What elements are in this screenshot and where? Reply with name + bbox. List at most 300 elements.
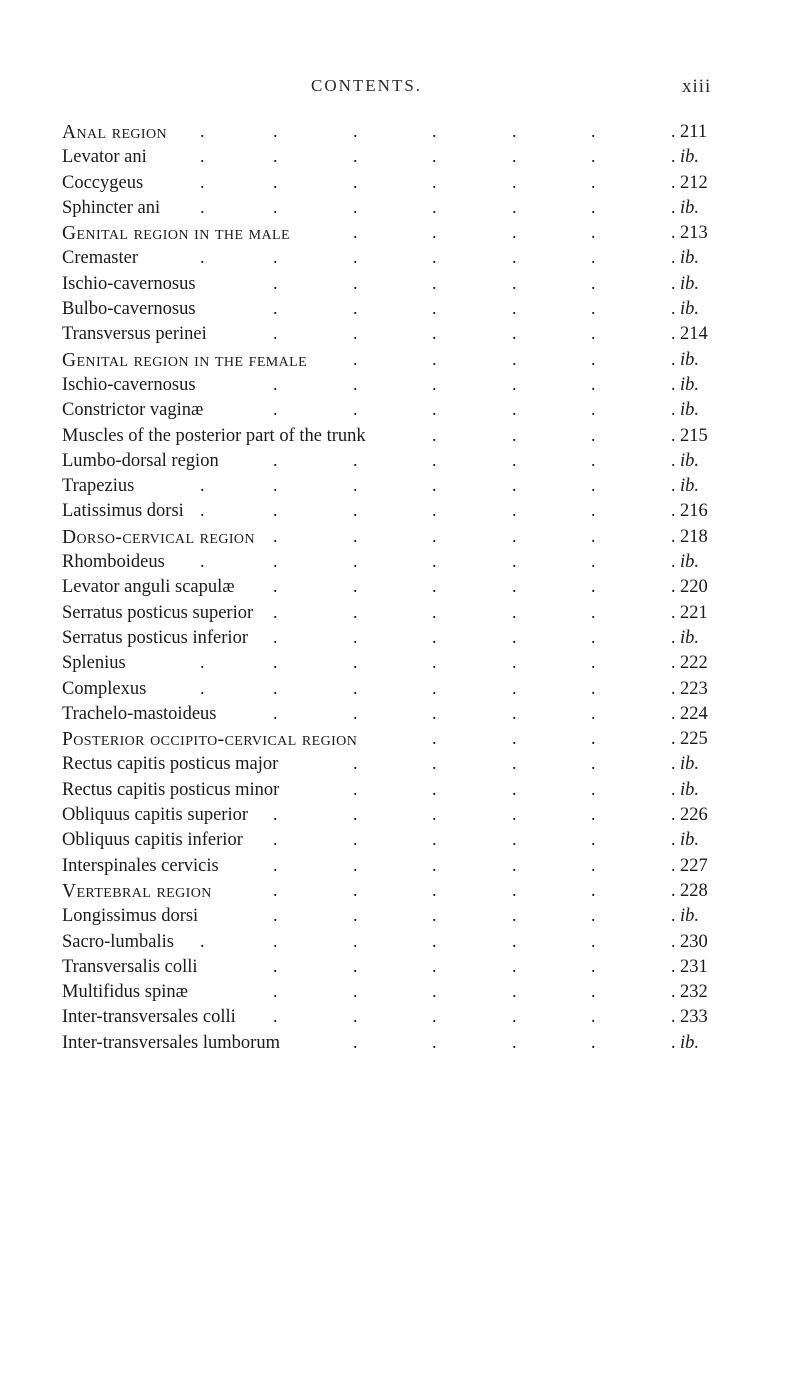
toc-entry-page: 214 (680, 324, 708, 345)
toc-entry-title: Lumbo-dorsal region (62, 450, 219, 471)
leader-dot: . (200, 652, 205, 673)
toc-entry-title: Coccygeus (62, 172, 144, 193)
leader-dot: . (432, 930, 437, 951)
toc-entry (0, 322, 800, 347)
toc-entry (0, 727, 800, 752)
leader-dot: . (512, 677, 517, 698)
toc-entry (0, 601, 800, 626)
leader-dot: . (512, 626, 517, 647)
toc-entry-title: Inter-transversales lumborum (62, 1032, 280, 1053)
leader-dot: . (671, 728, 676, 749)
toc-entry (0, 702, 800, 727)
leader-dot: . (200, 475, 205, 496)
leader-dot: . (512, 247, 517, 268)
leader-dot: . (200, 146, 205, 167)
leader-dot: . (512, 930, 517, 951)
leader-dot: . (512, 879, 517, 900)
toc-entry (0, 373, 800, 398)
leader-dot: . (671, 930, 676, 951)
leader-dot: . (353, 879, 358, 900)
leader-dot: . (512, 778, 517, 799)
toc-entry-page: ib. (680, 197, 700, 218)
leader-dot: . (432, 373, 437, 394)
toc-entry (0, 550, 800, 575)
leader-dot: . (671, 196, 676, 217)
toc-entry-title: Rectus capitis posticus minor (62, 779, 280, 800)
page-number: xiii (682, 76, 712, 97)
leader-dot: . (591, 652, 596, 673)
leader-dot: . (353, 702, 358, 723)
leader-dot: . (200, 500, 205, 521)
leader-dot: . (591, 222, 596, 243)
toc-entry (0, 1031, 800, 1056)
leader-dot: . (353, 222, 358, 243)
leader-dot: . (353, 601, 358, 622)
toc-entry-page: 216 (680, 501, 708, 522)
leader-dot: . (671, 677, 676, 698)
toc-entry-page: 215 (680, 425, 708, 446)
leader-dot: . (671, 121, 676, 141)
toc-entry-title: Serratus posticus superior (62, 602, 254, 623)
leader-dot: . (353, 272, 358, 293)
toc-entry-title: Sacro-lumbalis (62, 931, 175, 952)
toc-entry-page: 223 (680, 678, 708, 699)
leader-dot: . (273, 652, 278, 673)
toc-entry (0, 196, 800, 221)
toc-entry-page: ib. (680, 754, 700, 775)
leader-dot: . (273, 829, 278, 850)
leader-dot: . (512, 348, 517, 369)
leader-dot: . (353, 525, 358, 546)
leader-dot: . (353, 121, 358, 141)
toc-entry-page: ib. (680, 627, 700, 648)
leader-dot: . (273, 981, 278, 1002)
leader-dot: . (671, 601, 676, 622)
leader-dot: . (671, 146, 676, 167)
leader-dot: . (591, 778, 596, 799)
leader-dot: . (512, 728, 517, 749)
toc-entry-title: Interspinales cervicis (62, 855, 219, 876)
leader-dot: . (353, 323, 358, 344)
leader-dot: . (432, 551, 437, 572)
leader-dot: . (273, 879, 278, 900)
leader-dot: . (432, 576, 437, 597)
leader-dot: . (671, 222, 676, 243)
toc-entry (0, 1005, 800, 1030)
toc-entry-page: 226 (680, 805, 708, 826)
leader-dot: . (432, 348, 437, 369)
toc-entry-title: Trapezius (62, 476, 135, 497)
toc-entry-page: ib. (680, 476, 700, 497)
toc-entry-page: 220 (680, 577, 708, 598)
leader-dot: . (671, 247, 676, 268)
leader-dot: . (591, 728, 596, 749)
leader-dot: . (353, 475, 358, 496)
leader-dot: . (512, 500, 517, 521)
toc-entry-title: Rhomboideus (62, 552, 165, 573)
toc-entry-title: Dorso-cervical region (62, 526, 255, 548)
leader-dot: . (432, 121, 437, 141)
leader-dot: . (432, 702, 437, 723)
leader-dot: . (200, 551, 205, 572)
toc-entry (0, 955, 800, 980)
leader-dot: . (512, 196, 517, 217)
leader-dot: . (671, 576, 676, 597)
toc-entry-page: ib. (680, 349, 700, 370)
toc-entry-page: 213 (680, 223, 708, 244)
toc-entry-page: ib. (680, 299, 700, 320)
leader-dot: . (353, 829, 358, 850)
toc-entry (0, 803, 800, 828)
leader-dot: . (591, 981, 596, 1002)
leader-dot: . (353, 955, 358, 976)
leader-dot: . (200, 930, 205, 951)
toc-entry (0, 120, 800, 145)
leader-dot: . (671, 778, 676, 799)
leader-dot: . (591, 1006, 596, 1027)
toc-entry (0, 246, 800, 271)
leader-dot: . (512, 804, 517, 825)
toc-entry (0, 272, 800, 297)
toc-entry (0, 677, 800, 702)
leader-dot: . (671, 1031, 676, 1052)
leader-dot: . (353, 146, 358, 167)
leader-dot: . (512, 171, 517, 192)
toc-entry-title: Trachelo-mastoideus (62, 703, 217, 724)
toc-entry-title: Complexus (62, 678, 147, 699)
leader-dot: . (671, 348, 676, 369)
leader-dot: . (273, 702, 278, 723)
toc-entry (0, 221, 800, 246)
leader-dot: . (432, 424, 437, 445)
leader-dot: . (432, 449, 437, 470)
leader-dot: . (512, 399, 517, 420)
toc-entry-page: ib. (680, 906, 700, 927)
leader-dot: . (432, 500, 437, 521)
toc-entry-page: 221 (680, 602, 708, 623)
leader-dot: . (273, 551, 278, 572)
leader-dot: . (512, 1031, 517, 1052)
toc-entry-title: Levator ani (62, 147, 147, 168)
leader-dot: . (273, 955, 278, 976)
leader-dot: . (432, 626, 437, 647)
leader-dot: . (512, 551, 517, 572)
leader-dot: . (432, 1006, 437, 1027)
leader-dot: . (591, 399, 596, 420)
leader-dot: . (273, 626, 278, 647)
toc-entry-title: Cremaster (62, 248, 139, 269)
leader-dot: . (432, 247, 437, 268)
leader-dot: . (200, 171, 205, 192)
leader-dot: . (273, 854, 278, 875)
leader-dot: . (591, 171, 596, 192)
leader-dot: . (353, 399, 358, 420)
leader-dot: . (512, 323, 517, 344)
leader-dot: . (273, 146, 278, 167)
leader-dot: . (432, 652, 437, 673)
leader-dot: . (273, 525, 278, 546)
leader-dot: . (273, 298, 278, 319)
leader-dot: . (273, 601, 278, 622)
leader-dot: . (200, 121, 205, 141)
leader-dot: . (353, 981, 358, 1002)
leader-dot: . (671, 500, 676, 521)
leader-dot: . (200, 196, 205, 217)
leader-dot: . (432, 475, 437, 496)
toc-entry-page: ib. (680, 779, 700, 800)
leader-dot: . (200, 247, 205, 268)
running-header (0, 76, 800, 106)
leader-dot: . (591, 121, 596, 141)
toc-entry-title: Obliquus capitis inferior (62, 830, 243, 851)
toc-entry-page: ib. (680, 248, 700, 269)
leader-dot: . (273, 171, 278, 192)
leader-dot: . (591, 677, 596, 698)
toc-entry-title: Latissimus dorsi (62, 501, 184, 522)
toc-entry (0, 171, 800, 196)
toc-entry-title: Anal region (62, 122, 168, 143)
leader-dot: . (353, 626, 358, 647)
toc-entry (0, 854, 800, 879)
leader-dot: . (353, 373, 358, 394)
leader-dot: . (512, 1006, 517, 1027)
leader-dot: . (432, 272, 437, 293)
leader-dot: . (671, 879, 676, 900)
toc-entry (0, 424, 800, 449)
leader-dot: . (273, 804, 278, 825)
leader-dot: . (591, 879, 596, 900)
leader-dot: . (353, 500, 358, 521)
toc-entry (0, 449, 800, 474)
toc-entry-page: ib. (680, 450, 700, 471)
leader-dot: . (200, 677, 205, 698)
toc-entry (0, 398, 800, 423)
toc-entry (0, 651, 800, 676)
leader-dot: . (432, 955, 437, 976)
leader-dot: . (432, 829, 437, 850)
leader-dot: . (432, 854, 437, 875)
leader-dot: . (591, 298, 596, 319)
leader-dot: . (273, 576, 278, 597)
leader-dot: . (591, 424, 596, 445)
leader-dot: . (353, 298, 358, 319)
toc-entry (0, 752, 800, 777)
leader-dot: . (591, 525, 596, 546)
leader-dot: . (512, 222, 517, 243)
toc-entry-title: Rectus capitis posticus major (62, 754, 279, 775)
running-title: CONTENTS. (311, 76, 423, 95)
toc-entry-page: ib. (680, 830, 700, 851)
leader-dot: . (353, 1031, 358, 1052)
leader-dot: . (512, 829, 517, 850)
toc-entry (0, 778, 800, 803)
leader-dot: . (512, 981, 517, 1002)
toc-entry-title: Constrictor vaginæ (62, 400, 204, 421)
leader-dot: . (432, 171, 437, 192)
leader-dot: . (671, 373, 676, 394)
toc-entry-title: Longissimus dorsi (62, 906, 199, 927)
leader-dot: . (512, 601, 517, 622)
leader-dot: . (671, 854, 676, 875)
toc-entry-page: 227 (680, 855, 708, 876)
leader-dot: . (671, 1006, 676, 1027)
leader-dot: . (432, 981, 437, 1002)
toc-entry-page: 224 (680, 703, 708, 724)
leader-dot: . (432, 879, 437, 900)
leader-dot: . (353, 804, 358, 825)
leader-dot: . (512, 905, 517, 926)
leader-dot: . (273, 677, 278, 698)
leader-dot: . (353, 677, 358, 698)
leader-dot: . (432, 222, 437, 243)
leader-dot: . (353, 905, 358, 926)
leader-dot: . (273, 930, 278, 951)
leader-dot: . (671, 804, 676, 825)
leader-dot: . (353, 753, 358, 774)
leader-dot: . (432, 146, 437, 167)
toc-entry-page: ib. (680, 147, 700, 168)
toc-entry (0, 499, 800, 524)
toc-entry-page: 218 (680, 526, 708, 547)
toc-entry-page: ib. (680, 273, 700, 294)
toc-entry-page: 230 (680, 931, 708, 952)
leader-dot: . (432, 601, 437, 622)
toc-entry-page: ib. (680, 1032, 700, 1053)
toc-entry (0, 525, 800, 550)
leader-dot: . (671, 955, 676, 976)
toc-entry-page: 211 (680, 122, 708, 142)
toc-entry-title: Muscles of the posterior part of the trunk (62, 425, 366, 446)
leader-dot: . (671, 981, 676, 1002)
leader-dot: . (432, 525, 437, 546)
leader-dot: . (512, 525, 517, 546)
leader-dot: . (512, 475, 517, 496)
leader-dot: . (273, 121, 278, 141)
toc-entry-page: ib. (680, 374, 700, 395)
toc-entry-title: Vertebral region (62, 880, 212, 902)
leader-dot: . (591, 272, 596, 293)
leader-dot: . (591, 955, 596, 976)
toc-entry-title: Obliquus capitis superior (62, 805, 249, 826)
leader-dot: . (432, 804, 437, 825)
toc-entry-title: Genital region in the female (62, 349, 308, 371)
toc-entry-title: Posterior occipito-cervical region (62, 729, 358, 751)
toc-entry-page: 233 (680, 1007, 708, 1028)
toc-entry-page: 228 (680, 880, 708, 901)
leader-dot: . (591, 500, 596, 521)
leader-dot: . (591, 1031, 596, 1052)
leader-dot: . (512, 702, 517, 723)
leader-dot: . (353, 348, 358, 369)
toc-entry (0, 145, 800, 170)
toc-entry-title: Sphincter ani (62, 197, 161, 218)
toc-entry-title: Serratus posticus inferior (62, 627, 248, 648)
leader-dot: . (273, 196, 278, 217)
leader-dot: . (671, 399, 676, 420)
leader-dot: . (353, 854, 358, 875)
leader-dot: . (591, 323, 596, 344)
leader-dot: . (353, 171, 358, 192)
leader-dot: . (591, 146, 596, 167)
toc-entry-page: 231 (680, 956, 708, 977)
leader-dot: . (671, 449, 676, 470)
leader-dot: . (273, 247, 278, 268)
leader-dot: . (512, 854, 517, 875)
leader-dot: . (432, 196, 437, 217)
leader-dot: . (591, 854, 596, 875)
leader-dot: . (591, 348, 596, 369)
toc-entry (0, 904, 800, 929)
leader-dot: . (591, 804, 596, 825)
leader-dot: . (353, 196, 358, 217)
toc-entry-page: 222 (680, 653, 708, 674)
leader-dot: . (671, 424, 676, 445)
leader-dot: . (671, 525, 676, 546)
toc-entry (0, 980, 800, 1005)
toc-entry (0, 879, 800, 904)
leader-dot: . (591, 829, 596, 850)
leader-dot: . (432, 728, 437, 749)
toc-entry-title: Bulbo-cavernosus (62, 299, 196, 320)
leader-dot: . (432, 1031, 437, 1052)
leader-dot: . (591, 373, 596, 394)
table-of-contents (0, 120, 800, 1056)
leader-dot: . (512, 121, 517, 141)
leader-dot: . (671, 702, 676, 723)
leader-dot: . (512, 298, 517, 319)
leader-dot: . (671, 551, 676, 572)
leader-dot: . (353, 1006, 358, 1027)
toc-entry (0, 474, 800, 499)
toc-entry-page: 225 (680, 729, 708, 750)
toc-entry (0, 297, 800, 322)
toc-entry-title: Genital region in the male (62, 223, 290, 245)
leader-dot: . (671, 652, 676, 673)
toc-entry-title: Splenius (62, 653, 126, 674)
leader-dot: . (591, 475, 596, 496)
toc-entry-page: 212 (680, 172, 708, 193)
leader-dot: . (273, 1006, 278, 1027)
leader-dot: . (432, 323, 437, 344)
leader-dot: . (512, 272, 517, 293)
leader-dot: . (591, 905, 596, 926)
leader-dot: . (432, 753, 437, 774)
toc-entry-title: Transversalis colli (62, 956, 198, 977)
leader-dot: . (671, 475, 676, 496)
leader-dot: . (591, 196, 596, 217)
toc-entry-title: Multifidus spinæ (62, 982, 188, 1003)
toc-entry-title: Ischio-cavernosus (62, 273, 196, 294)
leader-dot: . (512, 652, 517, 673)
leader-dot: . (512, 753, 517, 774)
toc-entry (0, 626, 800, 651)
leader-dot: . (353, 247, 358, 268)
leader-dot: . (591, 601, 596, 622)
leader-dot: . (353, 652, 358, 673)
leader-dot: . (591, 626, 596, 647)
leader-dot: . (432, 298, 437, 319)
leader-dot: . (353, 551, 358, 572)
leader-dot: . (273, 399, 278, 420)
leader-dot: . (432, 399, 437, 420)
leader-dot: . (512, 424, 517, 445)
leader-dot: . (353, 778, 358, 799)
leader-dot: . (671, 298, 676, 319)
leader-dot: . (512, 576, 517, 597)
toc-entry-title: Inter-transversales colli (62, 1007, 236, 1028)
leader-dot: . (591, 551, 596, 572)
leader-dot: . (512, 955, 517, 976)
